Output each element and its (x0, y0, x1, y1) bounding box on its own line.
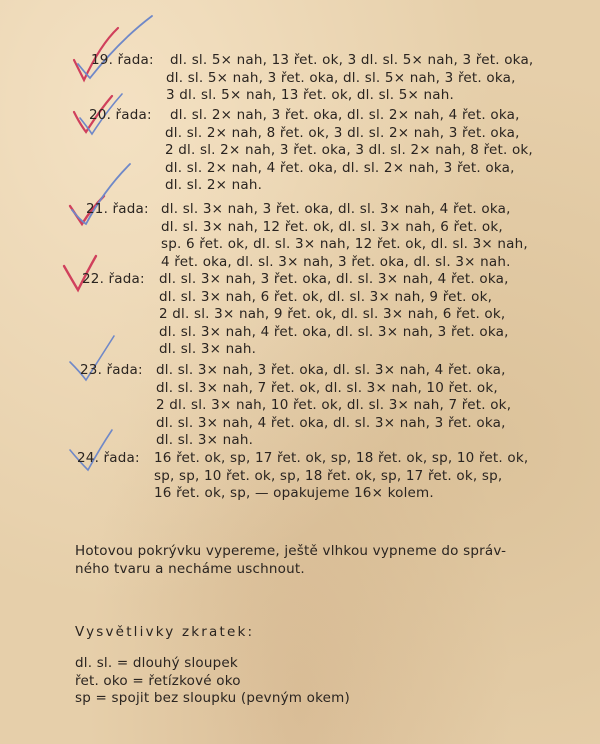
row-label: 23. řada: (80, 362, 143, 378)
instruction-line: 4 řet. oka, dl. sl. 3× nah, 3 řet. oka, dl. sl. 3× nah. (161, 253, 511, 270)
instruction-line: dl. sl. 2× nah, 3 řet. oka, dl. sl. 2× nah, 4 řet. oka, (170, 107, 520, 123)
row-label: 20. řada: (89, 107, 152, 123)
row-label: 22. řada: (82, 271, 145, 287)
closing-line: ného tvaru a necháme uschnout. (75, 560, 305, 577)
instruction-line: dl. sl. 3× nah. (159, 341, 257, 357)
instruction-line: dl. sl. 3× nah, 3 řet. oka, dl. sl. 3× nah, 4 řet. oka, (159, 271, 509, 287)
row-label: 24. řada: (77, 450, 140, 466)
instruction-line: sp. 6 řet. ok, dl. sl. 3× nah, 12 řet. ok, dl. sl. 3× nah, (161, 236, 528, 252)
instruction-line: 16 řet. ok, sp, — opakujeme 16× kolem. (154, 485, 434, 501)
legend-item: řet. oko = řetízkové oko (75, 672, 241, 689)
legend-item: sp = spojit bez sloupku (pevným okem) (75, 690, 350, 706)
closing-line: Hotovou pokrývku vypereme, ještě vlhkou vypneme do správ- (75, 543, 507, 559)
instruction-line: dl. sl. 3× nah, 6 řet. ok, dl. sl. 3× nah, 9 řet. ok, (159, 288, 493, 305)
row-instructions (154, 450, 528, 503)
row-instructions (166, 52, 533, 105)
instruction-line: dl. sl. 5× nah, 13 řet. ok, 3 dl. sl. 5× nah, 3 řet. oka, (170, 52, 534, 68)
instruction-line: dl. sl. 3× nah, 3 řet. oka, dl. sl. 3× nah, 4 řet. oka, (161, 201, 511, 217)
row-instructions (159, 271, 509, 359)
instruction-line: dl. sl. 2× nah, 8 řet. ok, 3 dl. sl. 2× nah, 3 řet. oka, (165, 124, 520, 141)
instruction-line: 3 dl. sl. 5× nah, 13 řet. ok, dl. sl. 5× nah. (166, 87, 455, 103)
instruction-line: dl. sl. 3× nah, 7 řet. ok, dl. sl. 3× nah, 10 řet. ok, (156, 379, 498, 396)
row-instructions (161, 201, 528, 271)
instruction-line: dl. sl. 3× nah, 12 řet. ok, dl. sl. 3× nah, 6 řet. ok, (161, 218, 503, 235)
legend-item: dl. sl. = dlouhý sloupek (75, 655, 238, 671)
instruction-line: dl. sl. 3× nah, 3 řet. oka, dl. sl. 3× nah, 4 řet. oka, (156, 362, 506, 378)
instruction-line: 2 dl. sl. 3× nah, 9 řet. ok, dl. sl. 3× nah, 6 řet. ok, (159, 306, 506, 322)
instruction-line: dl. sl. 3× nah. (156, 432, 254, 448)
row-label: 19. řada: (91, 52, 154, 68)
row-instructions (165, 107, 533, 195)
instruction-line: 16 řet. ok, sp, 17 řet. ok, sp, 18 řet. ok, sp, 10 řet. ok, (154, 450, 529, 466)
instruction-line: 2 dl. sl. 3× nah, 10 řet. ok, dl. sl. 3× nah, 7 řet. ok, (156, 397, 512, 413)
row-instructions (156, 362, 511, 450)
instruction-line: dl. sl. 2× nah, 4 řet. oka, dl. sl. 2× nah, 3 řet. oka, (165, 159, 515, 176)
abbreviation-legend (75, 655, 350, 708)
closing-paragraph (75, 543, 506, 578)
instruction-line: dl. sl. 3× nah, 4 řet. oka, dl. sl. 3× nah, 3 řet. oka, (156, 414, 506, 431)
legend-title: Vysvětlivky zkratek: (75, 624, 255, 640)
instruction-line: 2 dl. sl. 2× nah, 3 řet. oka, 3 dl. sl. 2× nah, 8 řet. ok, (165, 142, 533, 158)
instruction-line: dl. sl. 3× nah, 4 řet. oka, dl. sl. 3× nah, 3 řet. oka, (159, 323, 509, 340)
instruction-line: dl. sl. 5× nah, 3 řet. oka, dl. sl. 5× nah, 3 řet. oka, (166, 69, 516, 86)
instruction-line: sp, sp, 10 řet. ok, sp, 18 řet. ok, sp, 17 řet. ok, sp, (154, 467, 503, 484)
row-label: 21. řada: (86, 201, 149, 217)
instruction-line: dl. sl. 2× nah. (165, 177, 263, 193)
